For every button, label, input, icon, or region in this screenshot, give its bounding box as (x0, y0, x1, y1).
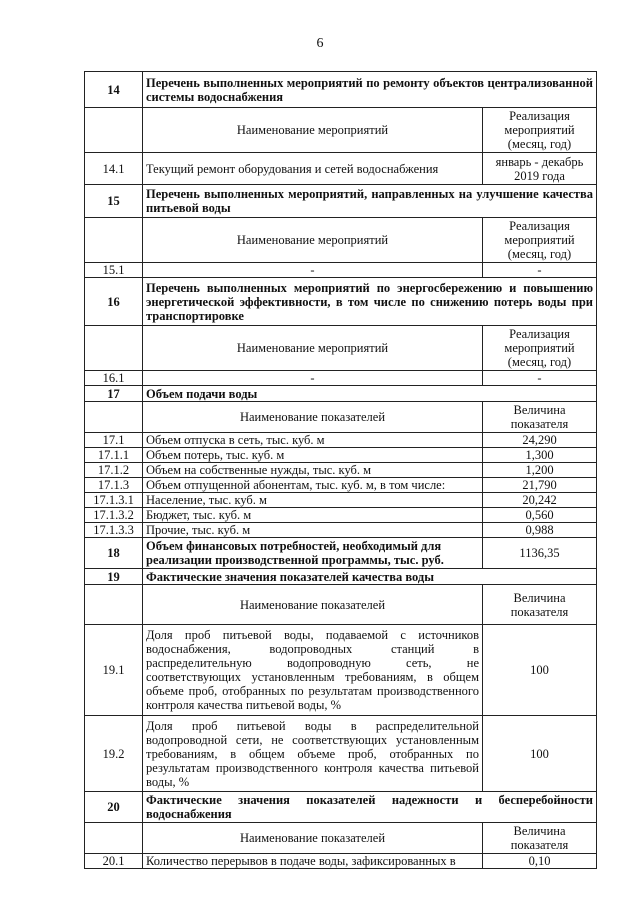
section-19-header (85, 569, 597, 585)
section-number: 17 (85, 386, 143, 402)
row-name: - (143, 263, 483, 278)
section-16-header (85, 278, 597, 326)
page-number: 6 (316, 36, 324, 51)
row-value: 100 (483, 716, 597, 792)
row-value: 0,10 (483, 854, 597, 869)
table-row (85, 263, 597, 278)
section-number: 16 (85, 278, 143, 326)
section-number: 14 (85, 72, 143, 108)
section-title: Перечень выполненных мероприятий, направленных на улучшение качества питьевой воды (143, 185, 597, 218)
row-number: 20.1 (85, 854, 143, 869)
row-value: 24,290 (483, 433, 597, 448)
row-name: Доля проб питьевой воды, подаваемой с источников водоснабжения, водопроводных станций в распределительную водопроводную сеть, не соответствующих установленным требованиям, в общем объеме проб, отобранных по результатам производственного контроля качества питьевой воды, % (143, 625, 483, 716)
section-title: Объем финансовых потребностей, необходимый для реализации производственной программы, тыс. руб. (143, 538, 483, 569)
row-value: 1,300 (483, 448, 597, 463)
column-header-row (85, 585, 597, 625)
row-name: Бюджет, тыс. куб. м (143, 508, 483, 523)
row-name: Количество перерывов в подаче воды, зафиксированных в (143, 854, 483, 869)
table-row (85, 153, 597, 185)
table-row (85, 716, 597, 792)
section-17-header (85, 386, 597, 402)
row-value: январь - декабрь 2019 года (483, 153, 597, 185)
row-name: Население, тыс. куб. м (143, 493, 483, 508)
row-number: 17.1.1 (85, 448, 143, 463)
row-value: - (483, 263, 597, 278)
row-value: - (483, 371, 597, 386)
column-header-value: Реализация мероприятий (месяц, год) (483, 326, 597, 371)
column-header-name: Наименование мероприятий (143, 218, 483, 263)
table-row (85, 854, 597, 869)
row-number: 17.1.2 (85, 463, 143, 478)
row-number: 15.1 (85, 263, 143, 278)
empty-cell (85, 585, 143, 625)
empty-cell (85, 823, 143, 854)
row-name: Текущий ремонт оборудования и сетей водоснабжения (143, 153, 483, 185)
table-row (85, 463, 597, 478)
row-value: 1136,35 (483, 538, 597, 569)
section-number: 15 (85, 185, 143, 218)
table-row (85, 448, 597, 463)
row-name: Прочие, тыс. куб. м (143, 523, 483, 538)
row-value: 0,988 (483, 523, 597, 538)
column-header-name: Наименование показателей (143, 823, 483, 854)
row-number: 17.1 (85, 433, 143, 448)
column-header-value: Реализация мероприятий (месяц, год) (483, 108, 597, 153)
empty-cell (85, 108, 143, 153)
table-row (85, 508, 597, 523)
column-header-name: Наименование показателей (143, 585, 483, 625)
row-name: Объем отпуска в сеть, тыс. куб. м (143, 433, 483, 448)
column-header-row (85, 218, 597, 263)
row-value: 1,200 (483, 463, 597, 478)
section-18-row (85, 538, 597, 569)
column-header-value: Величина показателя (483, 823, 597, 854)
column-header-name: Наименование мероприятий (143, 108, 483, 153)
column-header-value: Величина показателя (483, 402, 597, 433)
section-title: Перечень выполненных мероприятий по ремонту объектов централизованной системы водоснабжения (143, 72, 597, 108)
row-number: 19.1 (85, 625, 143, 716)
section-14-header (85, 72, 597, 108)
table-row (85, 371, 597, 386)
table-row (85, 625, 597, 716)
section-title: Фактические значения показателей надежности и бесперебойности водоснабжения (143, 792, 597, 823)
section-20-header (85, 792, 597, 823)
table-row (85, 493, 597, 508)
table-row (85, 478, 597, 493)
row-name: Объем потерь, тыс. куб. м (143, 448, 483, 463)
row-number: 19.2 (85, 716, 143, 792)
column-header-row (85, 108, 597, 153)
section-title: Объем подачи воды (143, 386, 597, 402)
section-number: 18 (85, 538, 143, 569)
column-header-value: Величина показателя (483, 585, 597, 625)
row-number: 14.1 (85, 153, 143, 185)
row-name: Объем отпущенной абонентам, тыс. куб. м, в том числе: (143, 478, 483, 493)
column-header-row (85, 402, 597, 433)
row-number: 16.1 (85, 371, 143, 386)
table-row (85, 523, 597, 538)
table-row (85, 433, 597, 448)
row-value: 20,242 (483, 493, 597, 508)
row-number: 17.1.3 (85, 478, 143, 493)
row-value: 100 (483, 625, 597, 716)
report-table (84, 71, 597, 869)
empty-cell (85, 218, 143, 263)
row-number: 17.1.3.2 (85, 508, 143, 523)
row-value: 0,560 (483, 508, 597, 523)
row-number: 17.1.3.1 (85, 493, 143, 508)
row-name: Объем на собственные нужды, тыс. куб. м (143, 463, 483, 478)
column-header-name: Наименование мероприятий (143, 326, 483, 371)
section-number: 19 (85, 569, 143, 585)
row-value: 21,790 (483, 478, 597, 493)
section-number: 20 (85, 792, 143, 823)
row-name: - (143, 371, 483, 386)
column-header-value: Реализация мероприятий (месяц, год) (483, 218, 597, 263)
empty-cell (85, 326, 143, 371)
section-title: Фактические значения показателей качества воды (143, 569, 597, 585)
column-header-name: Наименование показателей (143, 402, 483, 433)
section-15-header (85, 185, 597, 218)
column-header-row (85, 823, 597, 854)
section-title: Перечень выполненных мероприятий по энергосбережению и повышению энергетической эффективности, в том числе по снижению потерь воды при транспортировке (143, 278, 597, 326)
empty-cell (85, 402, 143, 433)
column-header-row (85, 326, 597, 371)
row-number: 17.1.3.3 (85, 523, 143, 538)
row-name: Доля проб питьевой воды в распределительной водопроводной сети, не соответствующих установленным требованиям, в общем объеме проб, отобранных по результатам производственного контроля качества питьевой воды, % (143, 716, 483, 792)
